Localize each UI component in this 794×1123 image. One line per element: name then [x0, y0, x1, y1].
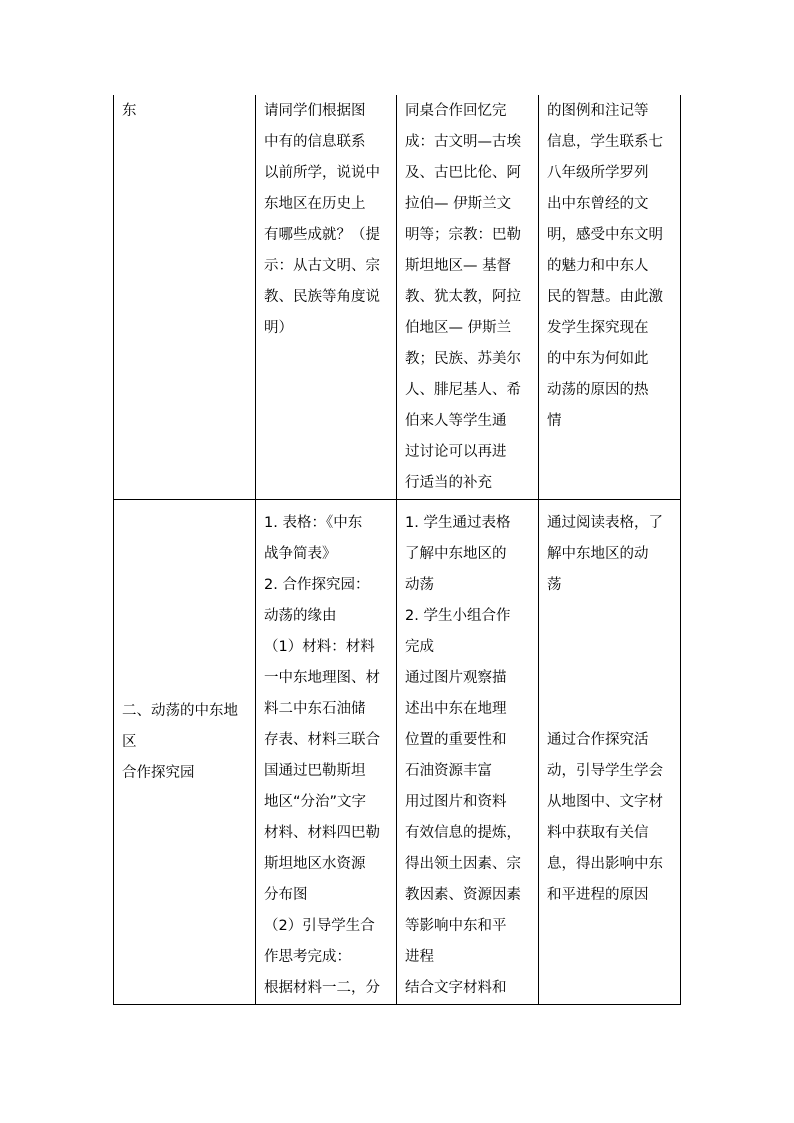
text-line: 1. 表格：《中东 [264, 515, 363, 531]
text-line: 区 [122, 734, 137, 750]
text-line: 拉伯— 伊斯兰文 [405, 196, 512, 212]
text-line: 料中获取有关信 [547, 825, 649, 841]
text-line: 情 [547, 413, 562, 429]
text-line: 成：古文明—古埃 [405, 134, 521, 150]
text-line: 斯坦地区水资源 [264, 856, 366, 872]
text-line: 有效信息的提炼， [405, 825, 521, 841]
text-line: 结合文字材料和 [405, 980, 507, 996]
text-line: 发学生探究现在 [547, 320, 649, 336]
text-line: 地区“分治”文字 [264, 794, 367, 810]
table-cell-teacher-activity [256, 95, 397, 500]
text-line: 解中东地区的动 [547, 546, 649, 562]
text-line: 以前所学，说说中 [264, 165, 380, 181]
cell-paragraph [547, 725, 676, 911]
text-line: （1）材料：材料 [264, 639, 375, 655]
table-cell-teacher-activity [256, 500, 397, 1005]
text-line: 了解中东地区的 [405, 546, 507, 562]
text-line: 教、民族等角度说 [264, 289, 380, 305]
cell-text [114, 95, 255, 127]
text-line: 有哪些成就？（提 [264, 227, 380, 243]
text-line: 明，感受中东文明 [547, 227, 663, 243]
text-line: 得出领土因素、宗 [405, 856, 521, 872]
table-cell-design-intent [539, 95, 681, 500]
cell-text [397, 95, 538, 499]
lesson-plan-table [113, 95, 681, 1005]
text-line: 中有的信息联系 [264, 134, 366, 150]
table-cell-student-activity [397, 500, 539, 1005]
text-line: 存表、材料三联合 [264, 732, 380, 748]
text-line: 战争简表》 [264, 546, 337, 562]
text-line: 材料、材料四巴勒 [264, 825, 380, 841]
text-line: 同桌合作回忆完 [405, 103, 507, 119]
text-line: 的魅力和中东人 [547, 258, 649, 274]
text-line: 行适当的补充 [405, 475, 492, 491]
text-line: 动荡的原因的热 [547, 382, 649, 398]
table-cell-section [114, 500, 256, 1005]
table-cell-section [114, 95, 256, 500]
text-line: 斯坦地区— 基督 [405, 258, 512, 274]
text-line: 及、古巴比伦、阿 [405, 165, 521, 181]
cell-text [114, 500, 255, 789]
text-line: 的图例和注记等 [547, 103, 649, 119]
text-line: 过讨论可以再进 [405, 444, 507, 460]
text-line: 东地区在历史上 [264, 196, 366, 212]
text-line: 料二中东石油储 [264, 701, 366, 717]
cell-text [539, 500, 680, 911]
text-line: 分布图 [264, 887, 308, 903]
text-line: 合作探究园 [122, 765, 195, 781]
text-line: 根据材料一二，分 [264, 980, 380, 996]
text-line: 荡 [547, 577, 562, 593]
text-line: 教、犹太教，阿拉 [405, 289, 521, 305]
text-line: 2. 学生小组合作 [405, 608, 511, 624]
cell-text [256, 500, 396, 1004]
table-cell-design-intent [539, 500, 681, 1005]
text-line: 通过阅读表格，了 [547, 515, 663, 531]
text-line: 进程 [405, 949, 434, 965]
table-row [114, 95, 681, 500]
text-line: 明等；宗教：巴勒 [405, 227, 521, 243]
cell-text [256, 95, 396, 344]
text-line: （2）引导学生合 [264, 918, 375, 934]
text-line: 息，得出影响中东 [547, 856, 663, 872]
text-line: 完成 [405, 639, 434, 655]
cell-text [397, 500, 538, 1004]
text-line: 示：从古文明、宗 [264, 258, 380, 274]
text-line: 等影响中东和平 [405, 918, 507, 934]
text-line: 2. 合作探究园： [264, 577, 370, 593]
text-line: 八年级所学罗列 [547, 165, 649, 181]
text-line: 通过合作探究活 [547, 732, 649, 748]
text-line: 明） [264, 320, 293, 336]
table-cell-student-activity [397, 95, 539, 500]
text-line: 动荡的缘由 [264, 608, 337, 624]
text-line: 动，引导学生学会 [547, 763, 663, 779]
text-line: 通过图片观察描 [405, 670, 507, 686]
text-line: 作思考完成： [264, 949, 351, 965]
text-line: 人、腓尼基人、希 [405, 382, 521, 398]
text-line: 伯来人等学生通 [405, 413, 507, 429]
cell-paragraph [547, 508, 676, 601]
text-line: 从地图中、文字材 [547, 794, 663, 810]
text-line: 伯地区— 伊斯兰 [405, 320, 512, 336]
text-line: 请同学们根据图 [264, 103, 366, 119]
text-line: 动荡 [405, 577, 434, 593]
text-line: 民的智慧。由此激 [547, 289, 663, 305]
cell-text [539, 95, 680, 437]
text-line: 教因素、资源因素 [405, 887, 521, 903]
text-line: 述出中东在地理 [405, 701, 507, 717]
table-row [114, 500, 681, 1005]
text-line: 东 [122, 103, 137, 119]
text-line: 信息，学生联系七 [547, 134, 663, 150]
text-line: 位置的重要性和 [405, 732, 507, 748]
text-line: 1. 学生通过表格 [405, 515, 511, 531]
text-line: 国通过巴勒斯坦 [264, 763, 366, 779]
text-line: 用过图片和资料 [405, 794, 507, 810]
text-line: 石油资源丰富 [405, 763, 492, 779]
text-line: 出中东曾经的文 [547, 196, 649, 212]
text-line: 的中东为何如此 [547, 351, 649, 367]
text-line: 教；民族、苏美尔 [405, 351, 521, 367]
text-line: 二、动荡的中东地 [122, 703, 238, 719]
text-line: 一中东地理图、材 [264, 670, 380, 686]
text-line: 和平进程的原因 [547, 887, 649, 903]
